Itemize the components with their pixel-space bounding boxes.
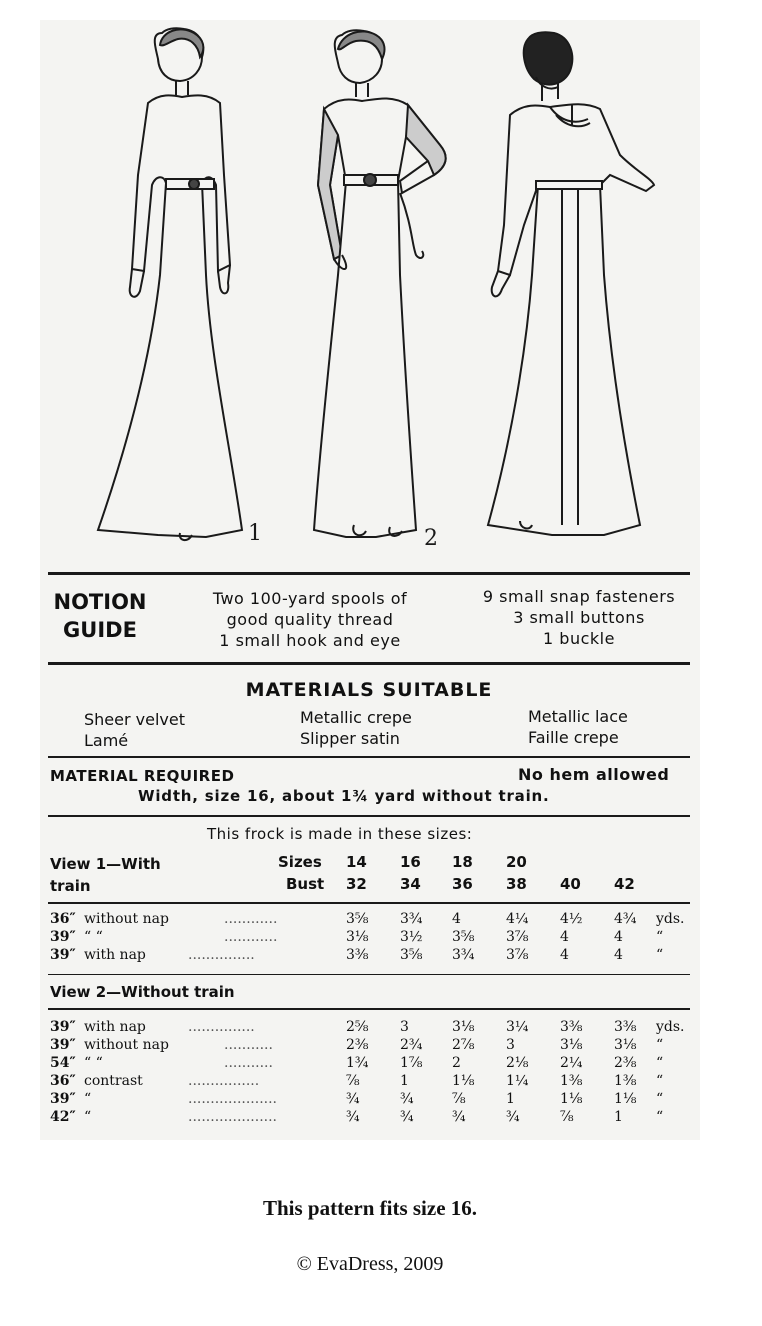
bust-header-0: 32 (346, 875, 367, 893)
yardage-cell: 3⅛ (346, 929, 369, 945)
materials-list-2: Metallic crepe Slipper satin (300, 708, 412, 748)
yardage-cell: 3⅞ (506, 947, 529, 963)
yardage-cell: ¾ (506, 1109, 520, 1125)
width-cell: 36″ (50, 911, 76, 927)
yardage-cell: ⅞ (560, 1109, 574, 1125)
divider-sizes (48, 815, 690, 817)
leader-dots: ............ (224, 911, 278, 927)
yardage-cell: 1⅞ (400, 1055, 423, 1071)
notion-list-fasteners: 9 small snap fasteners 3 small buttons 1 buckle (482, 587, 676, 648)
width-cell: 39″ (50, 947, 76, 963)
view-1-label: View 1—With train (50, 855, 161, 895)
yardage-cell: ¾ (400, 1109, 414, 1125)
bust-header-1: 34 (400, 875, 421, 893)
description-cell: “ (84, 1109, 92, 1125)
view2_rows-row (0, 1073, 740, 1091)
width-cell: 39″ (50, 929, 76, 945)
notion-list-thread: Two 100-yard spools of good quality thread 1 small hook and eye (212, 589, 408, 650)
figure-1-front-view (98, 28, 262, 546)
yardage-cell: 1¼ (506, 1073, 529, 1089)
divider-top (48, 572, 690, 575)
width-cell: 39″ (50, 1091, 76, 1107)
divider-materials (48, 662, 690, 665)
width-cell: 42″ (50, 1109, 76, 1125)
yardage-cell: 1 (614, 1109, 623, 1125)
yardage-cell: 3⅛ (614, 1037, 637, 1053)
yardage-cell: 2¾ (400, 1037, 423, 1053)
yardage-cell: 2¼ (560, 1055, 583, 1071)
figure-2-label: 2 (424, 526, 438, 550)
yardage-cell: 4 (614, 947, 623, 963)
view2_rows-row (0, 1091, 740, 1109)
view2_rows-row (0, 1019, 740, 1037)
unit-cell: “ (656, 1037, 664, 1053)
description-cell: contrast (84, 1073, 143, 1089)
leader-dots: .................... (188, 1091, 278, 1107)
yardage-cell: 2⅝ (346, 1019, 369, 1035)
yardage-cell: 4¼ (506, 911, 529, 927)
yardage-cell: 3 (400, 1019, 409, 1035)
unit-cell: “ (656, 947, 664, 963)
divider-required (48, 756, 690, 758)
description-cell: “ (84, 1091, 92, 1107)
yardage-cell: 1⅛ (560, 1091, 583, 1107)
divider-view2-top (48, 974, 690, 975)
description-cell: with nap (84, 1019, 146, 1035)
bust-header-4: 40 (560, 875, 581, 893)
yardage-cell: 2⅜ (614, 1055, 637, 1071)
yardage-cell: 3 (506, 1037, 515, 1053)
yardage-cell: ¾ (346, 1109, 360, 1125)
materials-list-3: Metallic lace Faille crepe (528, 707, 628, 747)
view2_rows-row (0, 1037, 740, 1055)
yardage-cell: 3⅜ (560, 1019, 583, 1035)
materials-list-1: Sheer velvet Lamé (84, 710, 185, 750)
copyright: © EvaDress, 2009 (296, 1253, 444, 1275)
yardage-cell: 3⅛ (452, 1019, 475, 1035)
description-cell: without nap (84, 1037, 169, 1053)
yardage-cell: 2⅛ (506, 1055, 529, 1071)
view1_rows-row (0, 947, 740, 965)
unit-cell: “ (656, 1091, 664, 1107)
sizes-header-0: 14 (346, 853, 367, 871)
view-2-label: View 2—Without train (50, 983, 235, 1001)
yardage-cell: ⅞ (346, 1073, 360, 1089)
notion-guide-title: NOTION GUIDE (53, 590, 147, 642)
leader-dots: ........... (224, 1037, 273, 1053)
leader-dots: .................... (188, 1109, 278, 1125)
description-cell: “ “ (84, 1055, 103, 1071)
yardage-cell: 3¾ (452, 947, 475, 963)
yardage-cell: 1⅛ (452, 1073, 475, 1089)
bust-header-5: 42 (614, 875, 635, 893)
yardage-cell: 2⅜ (346, 1037, 369, 1053)
width-cell: 54″ (50, 1055, 76, 1071)
no-hem-note: No hem allowed (518, 765, 670, 784)
description-cell: without nap (84, 911, 169, 927)
yardage-cell: 3½ (400, 929, 423, 945)
view2_rows-row (0, 1109, 740, 1127)
yardage-cell: 4 (560, 947, 569, 963)
yardage-cell: 1⅜ (560, 1073, 583, 1089)
width-cell: 39″ (50, 1019, 76, 1035)
yardage-cell: 3⅛ (560, 1037, 583, 1053)
yardage-cell: 1⅜ (614, 1073, 637, 1089)
yardage-cell: 4 (560, 929, 569, 945)
divider-view2 (48, 1008, 690, 1010)
leader-dots: ............... (188, 947, 255, 963)
yardage-cell: ¾ (400, 1091, 414, 1107)
material-required-label: MATERIAL REQUIRED (50, 767, 235, 785)
yardage-cell: 2 (452, 1055, 461, 1071)
yardage-cell: 4 (452, 911, 461, 927)
unit-cell: “ (656, 1073, 664, 1089)
yardage-cell: 1¾ (346, 1055, 369, 1071)
view1_rows-row (0, 911, 740, 929)
unit-cell: yds. (656, 1019, 685, 1035)
width-cell: 36″ (50, 1073, 76, 1089)
yardage-cell: ¾ (346, 1091, 360, 1107)
unit-cell: “ (656, 1055, 664, 1071)
figure-3-back-view (488, 32, 654, 535)
unit-cell: “ (656, 1109, 664, 1125)
yardage-cell: ¾ (452, 1109, 466, 1125)
yardage-cell: 3⅝ (400, 947, 423, 963)
yardage-cell: 4¾ (614, 911, 637, 927)
leader-dots: ............... (188, 1019, 255, 1035)
unit-cell: yds. (656, 911, 685, 927)
leader-dots: ........... (224, 1055, 273, 1071)
yardage-cell: 1 (506, 1091, 515, 1107)
yardage-cell: 3⅞ (506, 929, 529, 945)
figure-1-label: 1 (248, 521, 262, 546)
yardage-cell: 4½ (560, 911, 583, 927)
yardage-cell: 3⅝ (452, 929, 475, 945)
sizes-header-3: 20 (506, 853, 527, 871)
unit-cell: “ (656, 929, 664, 945)
leader-dots: ............ (224, 929, 278, 945)
sizes-header-2: 18 (452, 853, 473, 871)
yardage-cell: 3⅝ (346, 911, 369, 927)
bust-header-2: 36 (452, 875, 473, 893)
sizes-intro: This frock is made in these sizes: (207, 825, 473, 843)
yardage-cell: 4 (614, 929, 623, 945)
description-cell: with nap (84, 947, 146, 963)
yardage-cell: 3¼ (506, 1019, 529, 1035)
sizes-header-1: 16 (400, 853, 421, 871)
figure-2-front-view (314, 30, 446, 550)
materials-title: MATERIALS SUITABLE (245, 679, 493, 701)
leader-dots: ................ (188, 1073, 260, 1089)
bust-header-3: 38 (506, 875, 527, 893)
yardage-cell: 3⅜ (346, 947, 369, 963)
yardage-cell: 1⅛ (614, 1091, 637, 1107)
yardage-cell: 1 (400, 1073, 409, 1089)
yardage-cell: ⅞ (452, 1091, 466, 1107)
fit-note: This pattern fits size 16. (262, 1196, 478, 1220)
view2_rows-row (0, 1055, 740, 1073)
description-cell: “ “ (84, 929, 103, 945)
width-note: Width, size 16, about 1¾ yard without train. (138, 787, 550, 805)
width-cell: 39″ (50, 1037, 76, 1053)
yardage-cell: 2⅞ (452, 1037, 475, 1053)
sizes-label: Sizes (278, 853, 322, 871)
view1_rows-row (0, 929, 740, 947)
dress-illustration (80, 25, 680, 550)
yardage-cell: 3¾ (400, 911, 423, 927)
yardage-cell: 3⅜ (614, 1019, 637, 1035)
bust-label: Bust (286, 875, 325, 893)
divider-view1 (48, 902, 690, 904)
